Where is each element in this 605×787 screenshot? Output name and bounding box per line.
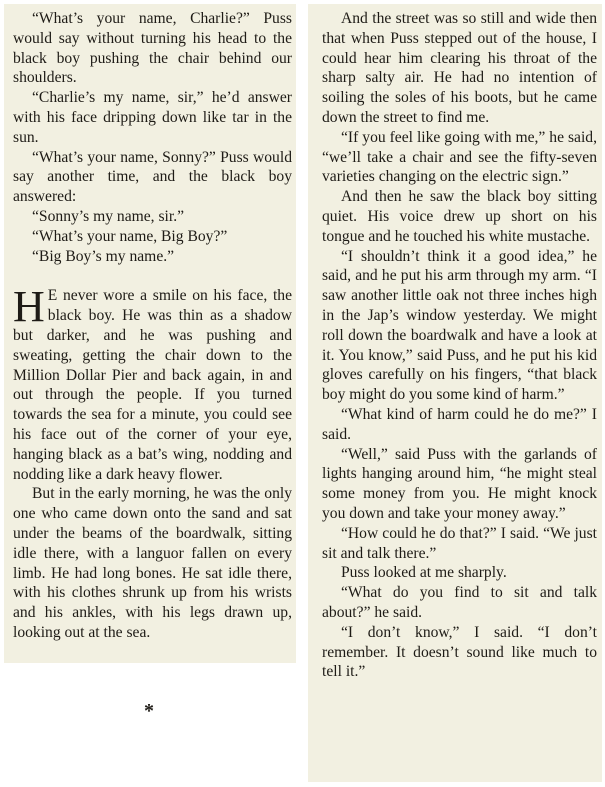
paragraph-early-morning: But in the early morning, he was the only one who came down onto the sand and sat under the beams of the boardwalk, sitting idle there, with a languor fallen on every limb. He had long bones. He sat idle there, with his clothes shrunk up from his wrists and his ankles, with his legs drawn up, looking out at the sea. <box>13 485 292 641</box>
paragraph-big-boy: “What’s your name, Big Boy?” <box>32 227 228 245</box>
paragraph-sonny-answer: “Sonny’s my name, sir.” <box>32 207 185 225</box>
paragraph-smile <box>13 282 292 484</box>
section-separator-asterisk: * <box>144 700 154 722</box>
paragraph-dont-know: “I don’t know,” I said. “I don’t remember. It doesn’t sound like much to tell it.” <box>322 623 597 681</box>
paragraph-big-boy-answer: “Big Boy’s my name.” <box>32 247 175 265</box>
paragraph-not-good-idea: “I shouldn’t think it a good idea,” he said, and he put his arm through my arm. “I saw another little oak not three inches high in the Jap’s window yesterday. We might roll down the boardwalk and have a look at it. You know,” said Puss, and he put his kid gloves carefully on his fingers, “that black boy might do you some kind of harm.” <box>322 247 597 404</box>
section-gap <box>13 266 292 286</box>
paragraph-what-to-talk: “What do you find to sit and talk about?” he said. <box>322 584 597 621</box>
paragraph-sonny: “What’s your name, Sonny?” Puss would say another time, and the black boy answered: <box>13 148 292 206</box>
paragraph-going-with-me: “If you feel like going with me,” he said, “we’ll take a chair and see the fifty-seven varieties changing on the electric sign.” <box>322 128 597 186</box>
paragraph-black-boy-sitting: And then he saw the black boy sitting quiet. His voice drew up short on his tongue and he touched his white mustache. <box>322 188 597 245</box>
drop-cap: H <box>13 282 45 332</box>
paragraph-looked-sharply: Puss looked at me sharply. <box>341 564 507 582</box>
paragraph-smile-text: E never wore a smile on his face, the black boy. He was thin as a shadow but darker, and he was pushing and sweating, getting the chair down to the Million Dollar Pier and back again, in and out through the people. If you turned towards the sea for a minute, you could see his face out of the corner of your eye, hanging black as a bat’s wing, nodding and nodding like a dark heavy flower. <box>13 287 292 483</box>
paragraph-charlie-answer: “Charlie’s my name, sir,” he’d answer with his face dripping down like tar in the sun. <box>13 89 292 146</box>
paragraph-what-harm: “What kind of harm could he do me?” I said. <box>322 405 597 443</box>
right-text-column <box>308 4 602 782</box>
paragraph-how-could-he: “How could he do that?” I said. “We just sit and talk there.” <box>322 524 597 562</box>
paragraph-steal-money: “Well,” said Puss with the garlands of lights hanging around him, “he might steal some money from you. He might knock you down and take your money away.” <box>322 445 597 522</box>
paragraph-street: And the street was so still and wide then that when Puss stepped out of the house, I could hear him clearing his throat of the sharp salty air. He had no intention of soiling the soles of his boots, but he came down the street to find me. <box>322 10 597 126</box>
paragraph-charlie: “What’s your name, Charlie?” Puss would say without turning his head to the black boy pushing the chair behind our shoulders. <box>13 10 292 87</box>
left-text-column <box>4 4 296 663</box>
